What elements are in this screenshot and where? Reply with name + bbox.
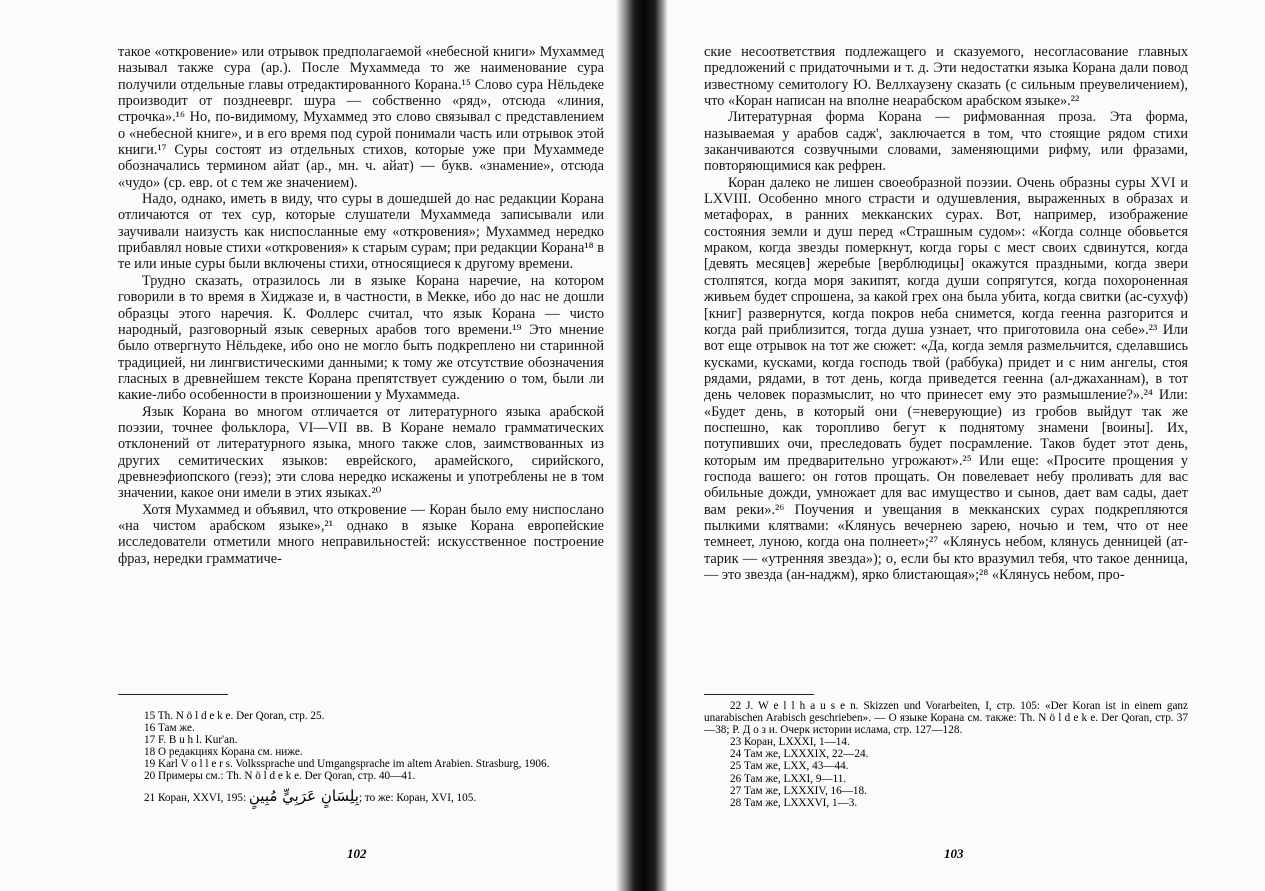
left-footnotes — [118, 710, 604, 804]
paragraph: Коран далеко не лишен своеобразной поэзии. Очень образны суры XVI и LXVIII. Особенно много страсти и одушевления, выраженных в образах и метафорах, в ранних мекканских сурах. Вот, например, изображение состояния земли и душ перед «Страшным судом»: «Когда солнце обовьется мраком, когда звезды померкнут, когда горы с мест своих сдвинутся, когда [девять месяцев] жеребые [верблюдицы] окажутся праздными, когда звери столпятся, когда моря закипят, когда души сопрягутся, когда похороненная живьем будет спрошена, за какой грех она была убита, когда свитки (ас-сухуф) [книг] развернутся, когда покров неба снимется, когда геенна разгорится и когда рай приблизится, тогда душа узнает, что приготовила она себе».²³ Или вот еще отрывок на тот же сюжет: «Да, когда земля размельчится, сделавшись кусками, кусками, когда господь твой (раббука) придет и с ним ангелы, стоя рядами, рядами, в тот день, когда приведется геенна (ал-джаханнам), в тот день человек поразмыслит, но что принесет ему это размышление?».²⁴ Или: «Будет день, в который они (=неверующие) из гробов выйдут так же поспешно, как торопливо бегут к поднятому знамени [воины]. Их, потупивших очи, преследовать будет посрамление. Таков будет этот день, которым им предварительно угрожают».²⁵ Или еще: «Просите прощения у господа вашего: он готов прощать. Он повелевает небу проливать для вас обильные дожди, умножает для вас имущество и сынов, дает вам сады, дает вам реки».²⁶ Поучения и увещания в мекканских сурах подкрепляются пылкими клятвами: «Клянусь вечернею зарею, ночью и тем, что от нее темнеет, луною, когда она полнеет»;²⁷ «Клянусь небом, клянусь денницей (ат-тарик — «утренняя звезда»); о, если бы кто вразумил тебя, что такое денница, — это звезда (ан-наджм), ярко блистающая»;²⁸ «Клянусь небом, про- — [704, 174, 1188, 583]
book-gutter — [616, 0, 668, 891]
footnote: 19 Karl V o l l e r s. Volkssprache und Umgangsprache im altem Arabien. Strasburg, 1906. — [144, 758, 550, 771]
right-body-text — [704, 44, 1188, 583]
page-number: 102 — [347, 846, 367, 861]
footnote: 26 Там же, LXXI, 9—11. — [730, 772, 847, 785]
footnote: 16 Там же. — [144, 722, 195, 735]
footnote: 25 Там же, LXX, 43—44. — [730, 760, 849, 773]
paragraph: такое «откровение» или отрывок предполагаемой «небесной книги» Мухаммед называл также сура (ар.). После Мухаммеда то же наименование сура получили отдельные главы отредактированного Корана.¹⁵ Слово сура Нёльдеке производит от позднееврг. шура — собственно «ряд», отсюда «линия, строчка».¹⁶ Но, по-видимому, Мухаммед это слово связывал с представлением о «небесной книге», и в его время под сурой понимали часть или отрывок этой книги.¹⁷ Суры состоят из отдельных стихов, которые уже при Мухаммеде обозначались термином айат (ар., мн. ч. айат) — букв. «знамение», отсюда «чудо» (ср. евр. ot с тем же значением). — [118, 44, 604, 191]
paragraph: Язык Корана во многом отличается от литературного языка арабской поэзии, точнее фольклора, VI—VII вв. В Коране немало грамматических отклонений от литературного языка, много также слов, заимствованных из других семитических языков: еврейского, арамейского, сирийского, древнеэфиопского (геэз); эти слова нередко искажены и употреблены не в том значении, какое они имели в этих языках.²⁰ — [118, 403, 604, 502]
paragraph: Хотя Мухаммед и объявил, что откровение — Коран было ему ниспослано «на чистом арабском языке»,²¹ однако в языке Корана европейские исследователи отметили много неправильностей: искусственное построение фраз, нередки грамматиче- — [118, 501, 604, 567]
footnote: 18 О редакциях Корана см. ниже. — [144, 746, 303, 759]
footnote: 20 Примеры см.: Th. N ö l d e k e. Der Qoran, стр. 40—41. — [144, 770, 416, 783]
footnote: 23 Коран, LXXXI, 1—14. — [730, 736, 850, 749]
left-body-text — [118, 44, 604, 567]
footnote: 22 J. W e l l h a u s e n. Skizzen und Vorarbeiten, I, стр. 105: «Der Koran ist in einem ganz unarabischen Arabisch geschrieben». — О языке Корана см. также: Th. N ö l d e k e. Der Qoran, стр. 37—38; Р. Д о з и. Очерк истории ислама, стр. 127—128. — [704, 700, 1188, 737]
paragraph: Трудно сказать, отразилось ли в языке Корана наречие, на котором говорили в то время в Хиджазе и, в частности, в Мекке, ибо до нас не дошли образцы этого наречия. К. Фоллерс считал, что язык Корана — чисто народный, разговорный язык северных арабов того времени.¹⁹ Это мнение было отвергнуто Нёльдеке, ибо оно не могло быть подкреплено ни старинной традицией, ни лингвистическими данными; к тому же отсутствие обозначения гласных в древнейшем тексте Корана препятствует суждению о том, были ли какие-либо особенности в произношении у Мухаммеда. — [118, 272, 604, 404]
footnote: 28 Там же, LXXXVI, 1—3. — [730, 796, 858, 809]
footnote-rule — [118, 694, 228, 695]
left-page — [118, 44, 604, 567]
footnote: 15 Th. N ö l d e k e. Der Qoran, стр. 25. — [144, 710, 325, 722]
page-number: 103 — [944, 846, 964, 861]
arabic-quote: بِلِسَانٍ عَرَبِيٍّ مُبِينٍ — [248, 786, 359, 805]
footnote-rule — [704, 694, 814, 695]
footnote: 17 F. B u h l. Kur'an. — [144, 734, 238, 747]
paragraph: Литературная форма Корана — рифмованная проза. Эта форма, называемая у арабов садж', заключается в том, что стоящие рядом стихи заканчиваются созвучными словами, заменяющими рифму, или фразами, повторяющимися как рефрен. — [704, 109, 1188, 175]
footnote: 24 Там же, LXXXIX, 22—24. — [730, 748, 869, 761]
paragraph: ские несоответствия подлежащего и сказуемого, несогласование главных предложений с придаточными и т. д. Эти недостатки языка Корана дали повод известному семитологу Ю. Веллхаузену сказать (с сильным преувеличением), что «Коран написан на вполне неарабском арабском языке».²² — [704, 44, 1188, 110]
right-footnotes — [704, 700, 1188, 809]
footnote: 27 Там же, LXXXIV, 16—18. — [730, 784, 867, 797]
footnote-part: ; то же: Коран, XVI, 105. — [358, 791, 477, 804]
footnote — [118, 786, 604, 805]
paragraph: Надо, однако, иметь в виду, что суры в дошедшей до нас редакции Корана отличаются от тех сур, которые слушатели Мухаммеда записывали или заучивали наизусть как ниспосланные ему «откровения»; Мухаммед нередко прибавлял новые стихи «откровения» к старым сурам; при редакции Корана¹⁸ в те или иные суры были включены стихи, относящиеся к другому времени. — [118, 191, 604, 273]
footnote-part: 21 Коран, XXVI, 195: — [144, 791, 247, 804]
right-page — [704, 44, 1188, 583]
